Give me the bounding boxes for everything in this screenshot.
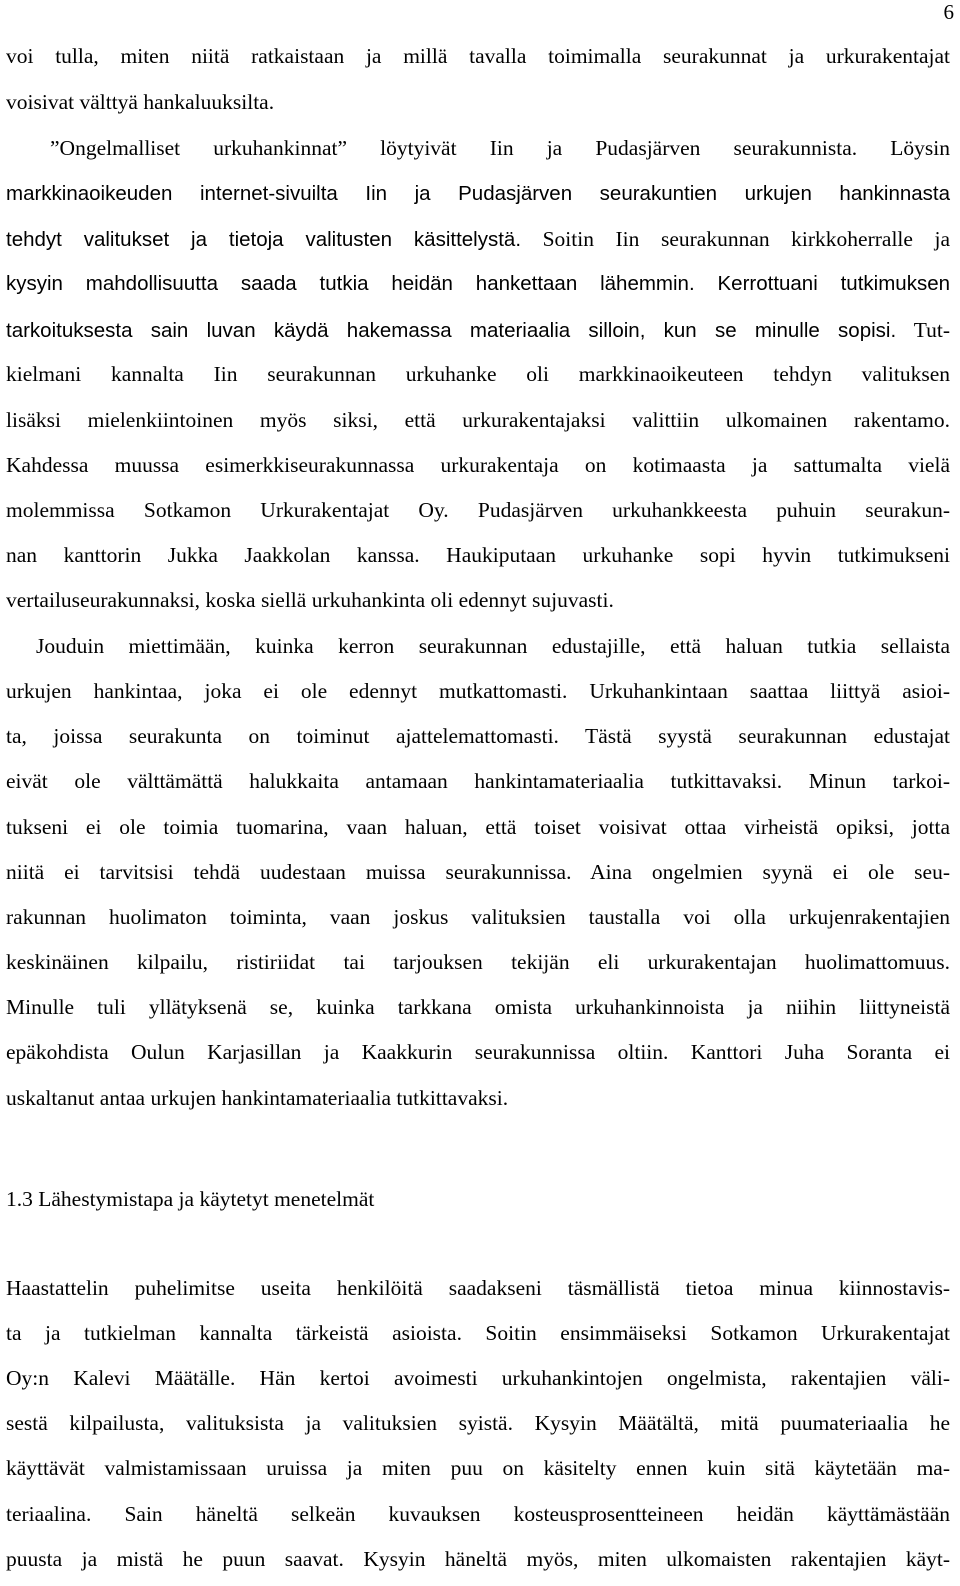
text-line: ta, joissa seurakunta on toiminut ajattelemattomasti. Tästä syystä seurakunnan edustajat <box>6 724 950 748</box>
text-line: kysyin mahdollisuutta saada tutkia heidän hankettaan lähemmin. Kerrottuani tutkimuksen <box>6 272 950 295</box>
text-line: teriaalina. Sain häneltä selkeän kuvauksen kosteusprosentteineen heidän käyttämästään <box>6 1502 950 1526</box>
text-line: Oy:n Kalevi Määtälle. Hän kertoi avoimesti urkuhankintojen ongelmista, rakentajien väli- <box>6 1366 950 1390</box>
text-line: tukseni ei ole toimia tuomarina, vaan haluan, että toiset voisivat ottaa virheistä opiksi, jotta <box>6 815 950 839</box>
text-line: Jouduin miettimään, kuinka kerron seurakunnan edustajille, että haluan tutkia sellaista <box>36 634 950 658</box>
text-line: urkujen hankintaa, joka ei ole edennyt mutkattomasti. Urkuhankintaan saattaa liittyä asioi- <box>6 679 950 703</box>
text-line: uskaltanut antaa urkujen hankintamateriaalia tutkittavaksi. <box>6 1086 509 1110</box>
text-line: ”Ongelmalliset urkuhankinnat” löytyivät Iin ja Pudasjärven seurakunnista. Löysin <box>50 136 950 160</box>
text-line: keskinäinen kilpailu, ristiriidat tai tarjouksen tekijän eli urkurakentajan huolimattomuus. <box>6 950 950 974</box>
text-line: niitä ei tarvitsisi tehdä uudestaan muissa seurakunnissa. Aina ongelmien syynä ei ole seu- <box>6 860 950 884</box>
text-segment: tarkoituksesta sain luvan käydä hakemassa materiaalia silloin, kun se minulle sopisi. <box>6 319 897 342</box>
text-line: nan kanttorin Jukka Jaakkolan kanssa. Haukiputaan urkuhanke sopi hyvin tutkimukseni <box>6 543 950 567</box>
text-line: Minulle tuli yllätyksenä se, kuinka tarkkana omista urkuhankinnoista ja niihin liittyneistä <box>6 995 950 1019</box>
text-line <box>6 318 950 343</box>
text-segment: Soitin Iin seurakunnan kirkkoherralle ja <box>542 227 951 251</box>
text-line: markkinaoikeuden internet-sivuilta Iin ja Pudasjärven seurakuntien urkujen hankinnasta <box>6 182 950 205</box>
text-line: voi tulla, miten niitä ratkaistaan ja millä tavalla toimimalla seurakunnat ja urkurakentajat <box>6 44 950 68</box>
text-segment: tehdyt valitukset ja tietoja valitusten käsittelystä. <box>6 228 522 251</box>
text-line: Haastattelin puhelimitse useita henkilöitä saadakseni täsmällistä tietoa minua kiinnostavis- <box>6 1276 950 1300</box>
text-line: käyttävät valmistamissaan uruissa ja miten puu on käsitelty ennen kuin sitä käytetään ma- <box>6 1456 950 1480</box>
text-line: Kahdessa muussa esimerkkiseurakunnassa urkurakentaja on kotimaasta ja sattumalta vielä <box>6 453 950 477</box>
text-line: lisäksi mielenkiintoinen myös siksi, että urkurakentajaksi valittiin ulkomainen rakentamo. <box>6 408 950 432</box>
section-heading: 1.3 Lähestymistapa ja käytetyt menetelmät <box>6 1187 375 1211</box>
text-line: rakunnan huolimaton toiminta, vaan joskus valituksien taustalla voi olla urkujenrakentajien <box>6 905 950 929</box>
text-line: sestä kilpailusta, valituksista ja valituksien syistä. Kysyin Määtältä, mitä puumateriaalia he <box>6 1411 950 1435</box>
text-line: vertailuseurakunnaksi, koska siellä urkuhankinta oli edennyt sujuvasti. <box>6 588 614 612</box>
text-line <box>6 227 950 252</box>
text-line: epäkohdista Oulun Karjasillan ja Kaakkurin seurakunnissa oltiin. Kanttori Juha Soranta ei <box>6 1040 950 1064</box>
page-number: 6 <box>943 0 954 24</box>
text-line: puusta ja mistä he puun saavat. Kysyin häneltä myös, miten ulkomaisten rakentajien käyt- <box>6 1547 950 1571</box>
text-line: ta ja tutkielman kannalta tärkeistä asioista. Soitin ensimmäiseksi Sotkamon Urkurakentajat <box>6 1321 950 1345</box>
text-line: voisivat välttyä hankaluuksilta. <box>6 90 275 114</box>
text-line: eivät ole välttämättä halukkaita antamaan hankintamateriaalia tutkittavaksi. Minun tarkoi- <box>6 769 950 793</box>
text-line: kielmani kannalta Iin seurakunnan urkuhanke oli markkinaoikeuteen tehdyn valituksen <box>6 362 950 386</box>
text-segment: Tut- <box>913 318 950 342</box>
text-line: molemmissa Sotkamon Urkurakentajat Oy. Pudasjärven urkuhankkeesta puhuin seurakun- <box>6 498 950 522</box>
